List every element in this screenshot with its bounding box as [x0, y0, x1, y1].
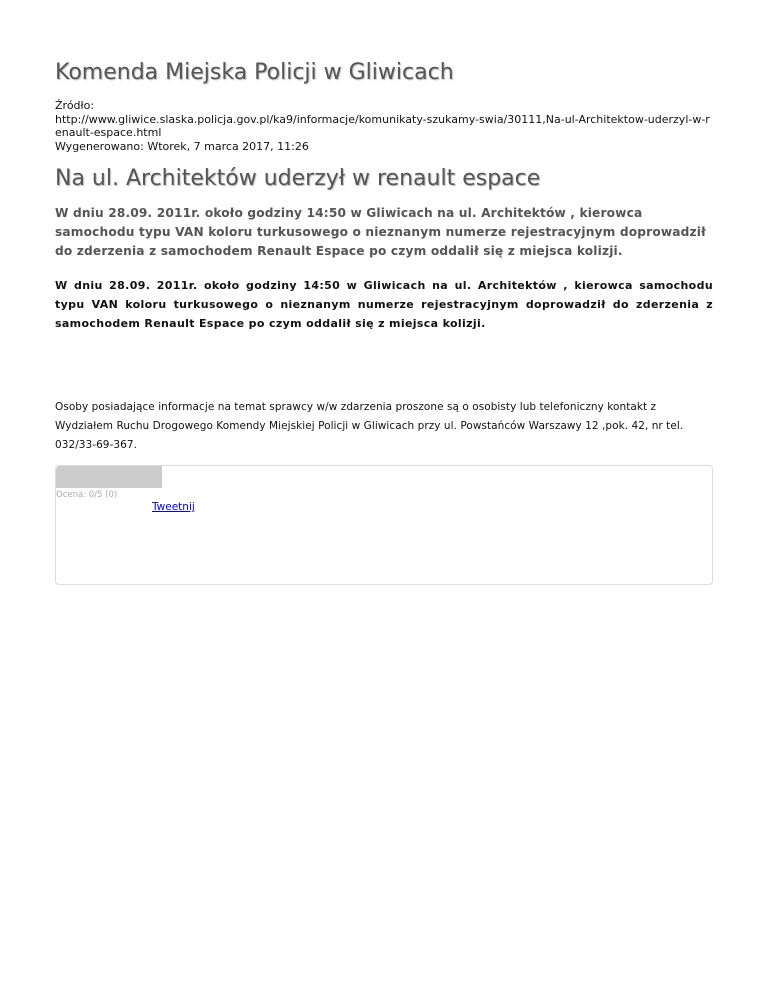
- rating-stars-bar[interactable]: [56, 466, 162, 488]
- source-url: http://www.gliwice.slaska.policja.gov.pl/ka9/informacje/komunikaty-szukamy-swia/30111,Na-ul-Architektow-uderzyl-w-renault-espace.html: [55, 112, 710, 139]
- generated-date: Wygenerowano: Wtorek, 7 marca 2017, 11:26: [55, 139, 309, 153]
- tweet-link[interactable]: Tweetnij: [152, 501, 195, 513]
- rating-panel: [55, 465, 713, 585]
- rating-text: Ocena: 0/5 (0): [56, 490, 118, 500]
- article-body-bold: W dniu 28.09. 2011r. około godziny 14:50 w Gliwicach na ul. Architektów , kierowca samochodu typu VAN koloru turkusowego o nieznanym numerze rejestracyjnym doprowadził do zderzenia z samochodem Renault Espace po czym oddalił się z miejsca kolizji.: [55, 279, 713, 330]
- article-lead: W dniu 28.09. 2011r. około godziny 14:50 w Gliwicach na ul. Architektów , kierowca samochodu typu VAN koloru turkusowego o nieznanym numerze rejestracyjnym doprowadził do zderzenia z samochodem Renault Espace po czym oddalił się z miejsca kolizji.: [55, 206, 706, 258]
- article-title: Na ul. Architektów uderzył w renault espace: [55, 166, 541, 191]
- source-meta: [55, 99, 713, 153]
- article-body-contact: Osoby posiadające informacje na temat sprawcy w/w zdarzenia proszone są o osobisty lub telefoniczny kontakt z Wydziałem Ruchu Drogowego Komendy Miejskiej Policji w Gliwicach przy ul. Powstańców Warszawy 12 ,pok. 42, nr tel. 032/33-69-367.: [55, 401, 684, 451]
- source-label: Źródło:: [55, 99, 95, 112]
- site-title: Komenda Miejska Policji w Gliwicach: [55, 60, 454, 85]
